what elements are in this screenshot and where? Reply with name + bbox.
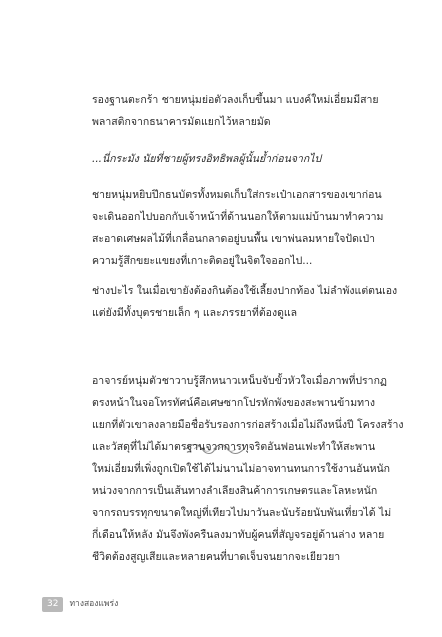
text-line: และวัสดุที่ไม่ได้มาตรฐานจากการทุจริตอันฟอนเฟะทำให้สะพาน — [92, 441, 376, 453]
text-line: จากรถบรรทุกขนาดใหญ่ที่เทียวไปมาวันละนับร้อยนับพันเที่ยวได้ ไม่ — [92, 507, 392, 519]
page-footer — [42, 596, 118, 612]
text-line: ชีวิตต้องสูญเสียและหลายคนที่บาดเจ็บจนยากจะเยียวยา — [92, 551, 341, 563]
paragraph-4 — [92, 280, 412, 324]
text-line: อาจารย์หนุ่มตัวชาวาบรู้สึกหนาวเหน็บจับขั้วหัวใจเมื่อภาพที่ปรากฏ — [92, 375, 387, 387]
paragraph-1 — [92, 89, 412, 133]
page-number: 32 — [42, 597, 63, 612]
text-line: หน่วงจากการเป็นเส้นทางลำเลียงสินค้าการเกษตรและโลหะหนัก — [92, 485, 378, 497]
text-line: สะอาดเศษผลไม้ที่เกลื่อนกลาดอยู่บนพื้น เขาพ่นลมหายใจปัดเป่า — [92, 233, 376, 245]
text-line: ...นี่กระมัง นัยที่ชายผู้ทรงอิทธิพลผู้นั้นย้ำก่อนจากไป — [92, 153, 322, 165]
text-line: ความรู้สึกขยะแขยงที่เกาะติดอยู่ในจิตใจออกไป... — [92, 255, 313, 267]
text-line: แต่ยังมีทั้งบุตรชายเล็ก ๆ และภรรยาที่ต้องดูแล — [92, 307, 298, 319]
text-line: จะเดินออกไปบอกกับเจ้าหน้าที่ด้านนอกให้ตามแม่บ้านมาทำความ — [92, 211, 384, 223]
text-line: ชายหนุ่มหยิบปึกธนบัตรทั้งหมดเก็บใส่กระเป๋าเอกสารของเขาก่อน — [92, 189, 382, 201]
text-line: พลาสติกจากธนาคารมัดแยกไว้หลายมัด — [92, 116, 271, 128]
text-line: กี่เดือนให้หลัง มันจึงพังครืนลงมาทับผู้คนที่สัญจรอยู่ด้านล่าง หลาย — [92, 529, 385, 541]
paragraph-5 — [92, 370, 412, 568]
text-line: ตรงหน้าในจอโทรทัศน์คือเศษซากโปรหักพังของสะพานข้ามทาง — [92, 397, 376, 409]
running-head: ทางสองแพร่ง — [69, 598, 119, 609]
italic-paragraph — [92, 148, 412, 170]
text-line: รองฐานตะกร้า ชายหนุ่มย่อตัวลงเก็บขึ้นมา แบงค์ใหม่เอี่ยมมีสาย — [92, 94, 379, 106]
paragraph-3 — [92, 184, 412, 272]
text-line: ช่างปะไร ในเมื่อเขายังต้องกินต้องใช้เลี้ยงปากท้อง ไม่ลำพังแต่ตนเอง — [92, 285, 398, 297]
text-line: แยกที่ตัวเขาลงลายมือชื่อรับรองการก่อสร้างเมื่อไม่ถึงหนึ่งปี โครงสร้าง — [92, 419, 404, 431]
text-line: ใหม่เอี่ยมที่เพิ่งถูกเปิดใช้ได้ไม่นานไม่อาจทานทนการใช้งานอันหนัก — [92, 463, 391, 475]
